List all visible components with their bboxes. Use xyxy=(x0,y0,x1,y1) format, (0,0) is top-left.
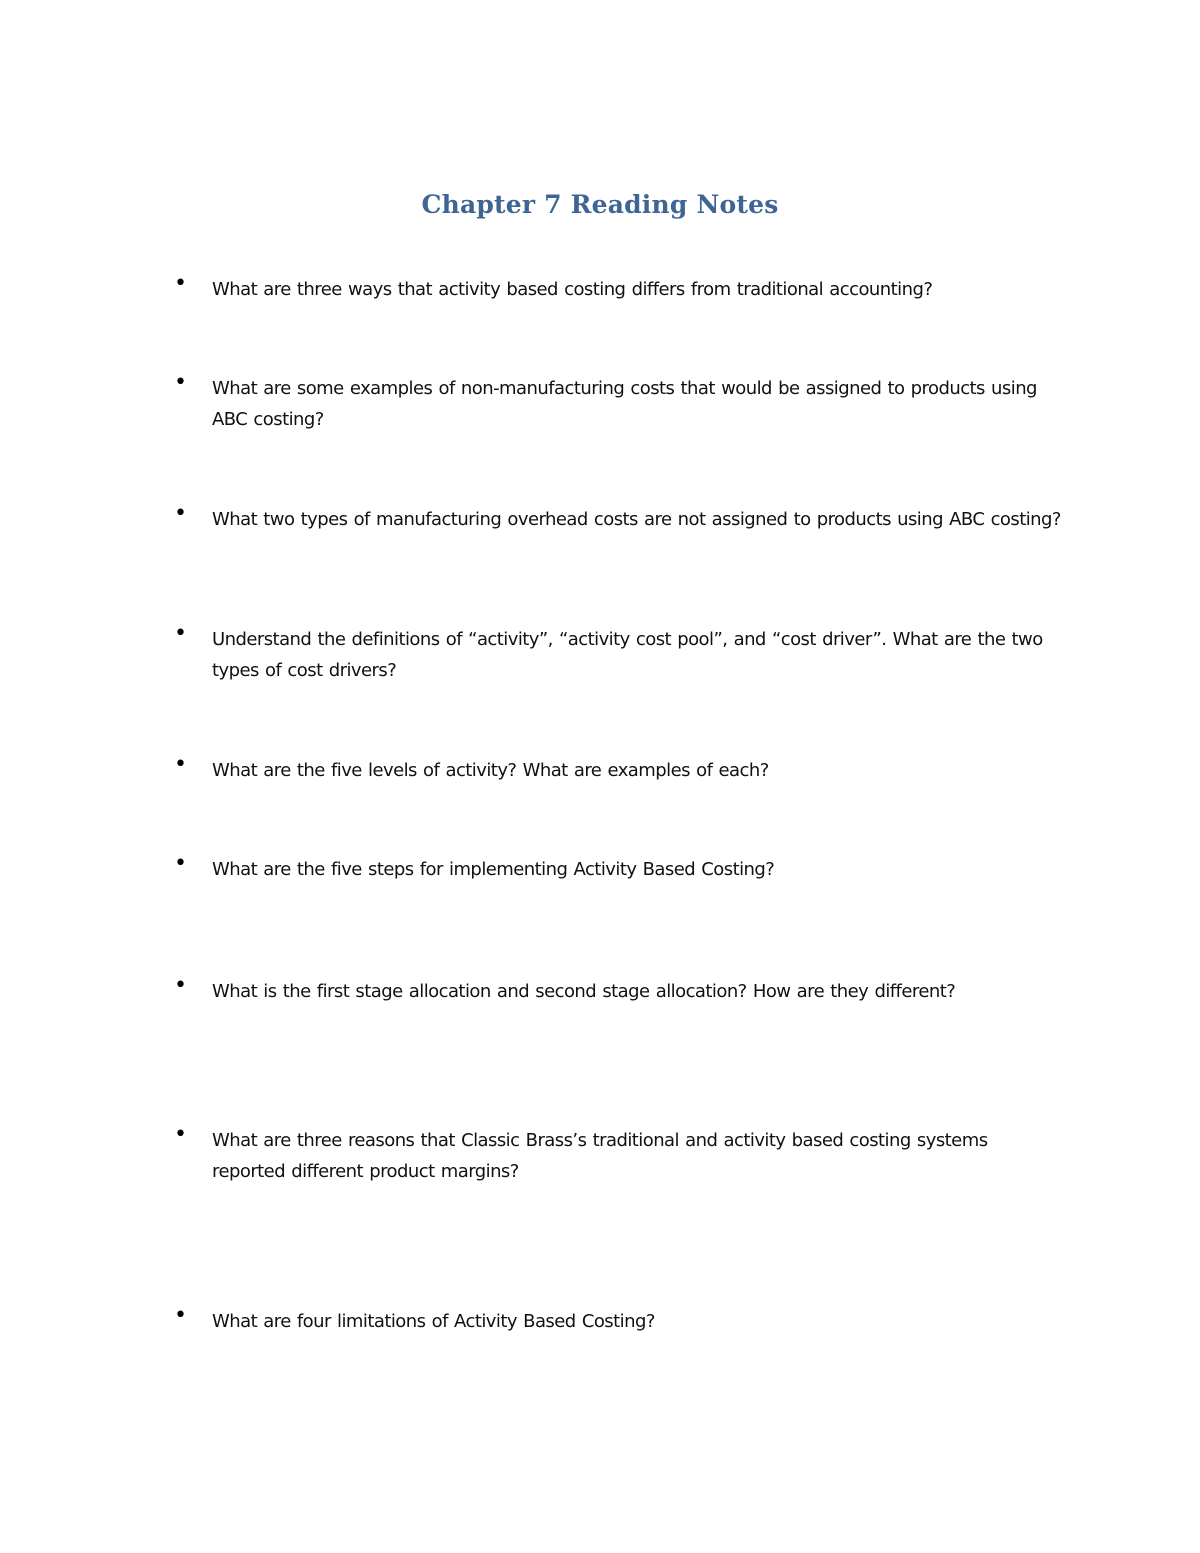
page-title: Chapter 7 Reading Notes xyxy=(421,190,779,219)
list-item-text: What are three reasons that Classic Brass’s traditional and activity based costing systems reported different product margins? xyxy=(212,1130,988,1182)
bullet-icon: • xyxy=(174,851,187,876)
bullet-icon: • xyxy=(174,621,187,646)
list-item-text: What is the first stage allocation and second stage allocation? How are they different? xyxy=(212,981,956,1002)
bullet-icon: • xyxy=(174,370,187,395)
list-item-text: Understand the definitions of “activity”, “activity cost pool”, and “cost driver”. What are the two types of cost drivers? xyxy=(212,629,1043,681)
list-item-text: What are the five steps for implementing Activity Based Costing? xyxy=(212,859,775,880)
list-item-text: What two types of manufacturing overhead costs are not assigned to products using ABC costing? xyxy=(212,509,1061,530)
list-item-text: What are the five levels of activity? What are examples of each? xyxy=(212,760,769,781)
list-item-text: What are some examples of non-manufacturing costs that would be assigned to products using ABC costing? xyxy=(212,378,1037,430)
bullet-icon: • xyxy=(174,271,187,296)
bullet-icon: • xyxy=(174,1303,187,1328)
bullet-icon: • xyxy=(174,973,187,998)
bullet-icon: • xyxy=(174,752,187,777)
bullet-icon: • xyxy=(174,501,187,526)
list-item-text: What are four limitations of Activity Based Costing? xyxy=(212,1311,655,1332)
list-item-text: What are three ways that activity based costing differs from traditional accounting? xyxy=(212,279,933,300)
bullet-icon: • xyxy=(174,1122,187,1147)
